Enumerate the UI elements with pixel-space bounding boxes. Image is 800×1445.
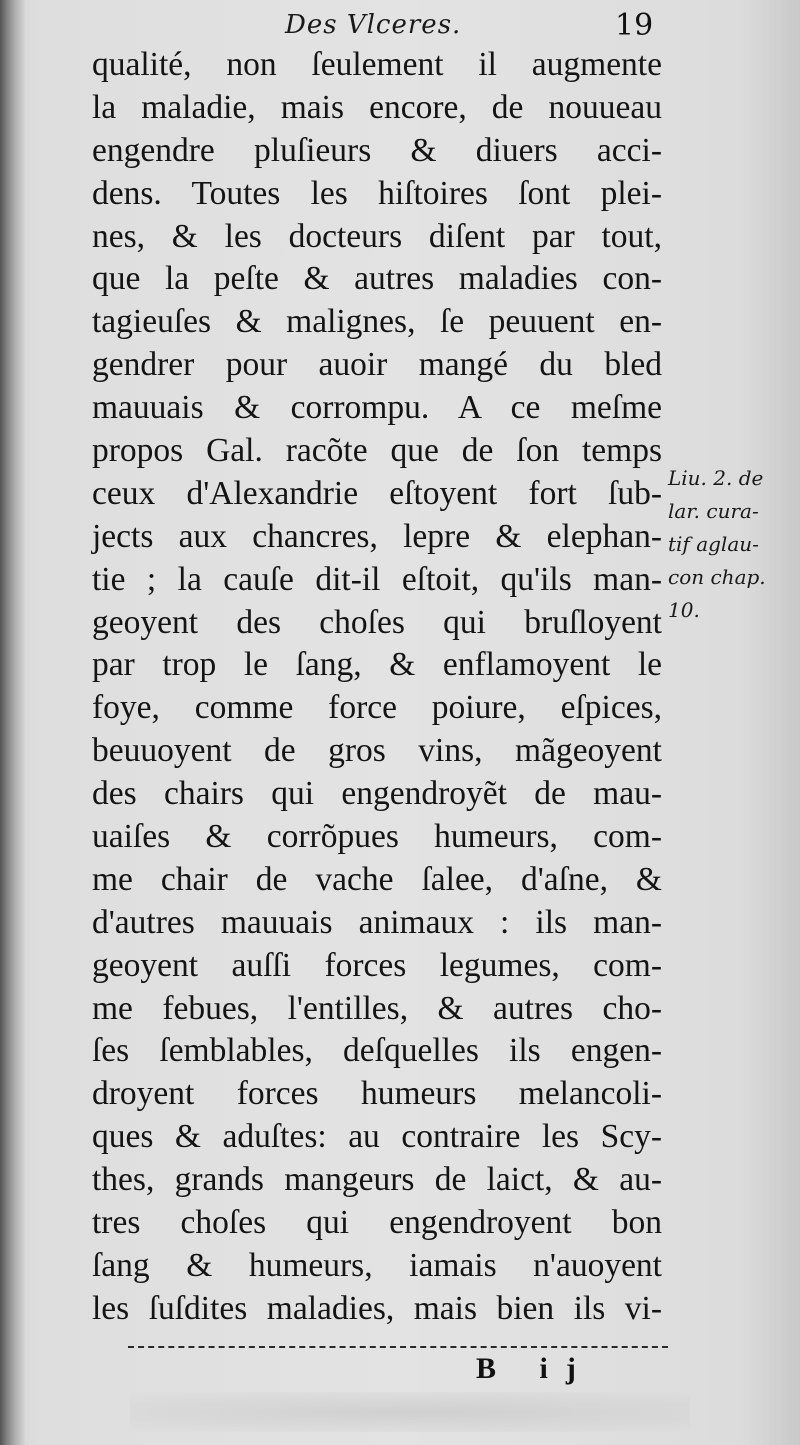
marginal-note-line: 10.	[668, 598, 700, 622]
binding-shadow	[0, 0, 26, 1445]
text-line: tie ; la cauſe dit-il eſtoit, qu'ils man-	[92, 560, 662, 598]
text-line: beuuoyent de gros vins, mãgeoyent	[92, 732, 662, 770]
text-line: les ſuſdites maladies, mais bien ils vi-	[92, 1289, 662, 1327]
text-line: droyent forces humeurs melancoli-	[92, 1075, 662, 1113]
marginal-note-line: con chap.	[668, 565, 766, 589]
text-line: tagieuſes & malignes, ſe peuuent en-	[92, 303, 662, 341]
text-line: thes, grands mangeurs de laict, & au-	[92, 1161, 662, 1199]
text-line: la maladie, mais encore, de nouueau	[92, 88, 662, 126]
text-line: dens. Toutes les hiſtoires ſont plei-	[92, 174, 662, 212]
marginal-note-line: lar. cura-	[668, 499, 759, 523]
text-line: nes, & les docteurs diſent par tout,	[92, 217, 662, 255]
text-line: par trop le ſang, & enflamoyent le	[92, 646, 662, 684]
text-line: me febues, l'entilles, & autres cho-	[92, 989, 662, 1027]
marginal-note-line: Liu. 2. de	[668, 466, 764, 490]
text-line: qualité, non ſeulement il augmente	[92, 46, 662, 83]
text-line: foye, comme force poiure, eſpices,	[92, 689, 662, 727]
page-number: 19	[615, 8, 654, 43]
text-line: geoyent des choſes qui bruſloyent	[92, 603, 662, 641]
text-line: jects aux chancres, lepre & elephan-	[92, 517, 662, 555]
text-line: propos Gal. racõte que de ſon temps	[92, 432, 662, 470]
text-line: geoyent auſſi forces legumes, com-	[92, 946, 662, 984]
text-line: ques & aduſtes: au contraire les Scy-	[92, 1118, 662, 1156]
text-line: me chair de vache ſalee, d'aſne, &	[92, 860, 662, 898]
text-line: des chairs qui engendroyẽt de mau-	[92, 775, 662, 813]
signature-mark: B ij	[476, 1352, 594, 1385]
text-line: engendre pluſieurs & diuers acci-	[92, 131, 662, 169]
text-line: ſang & humeurs, iamais n'auoyent	[92, 1246, 662, 1284]
text-line: uaiſes & corrõpues humeurs, com-	[92, 818, 662, 856]
marginal-note	[668, 462, 800, 627]
text-line: gendrer pour auoir mangé du bled	[92, 346, 662, 384]
text-line: mauuais & corrompu. A ce meſme	[92, 389, 662, 427]
text-line: ſes ſemblables, deſquelles ils engen-	[92, 1032, 662, 1070]
text-line: ceux d'Alexandrie eſtoyent fort ſub-	[92, 474, 662, 512]
running-title: Des Vlceres.	[285, 10, 462, 40]
text-line: tres choſes qui engendroyent bon	[92, 1204, 662, 1242]
marginal-note-line: tif aglau-	[668, 532, 759, 556]
body-text	[92, 44, 662, 1331]
text-line: d'autres mauuais animaux : ils man-	[92, 903, 662, 941]
show-through-shading	[130, 1392, 690, 1432]
underline-rule	[128, 1346, 668, 1348]
text-line: que la peſte & autres maladies con-	[92, 260, 662, 298]
